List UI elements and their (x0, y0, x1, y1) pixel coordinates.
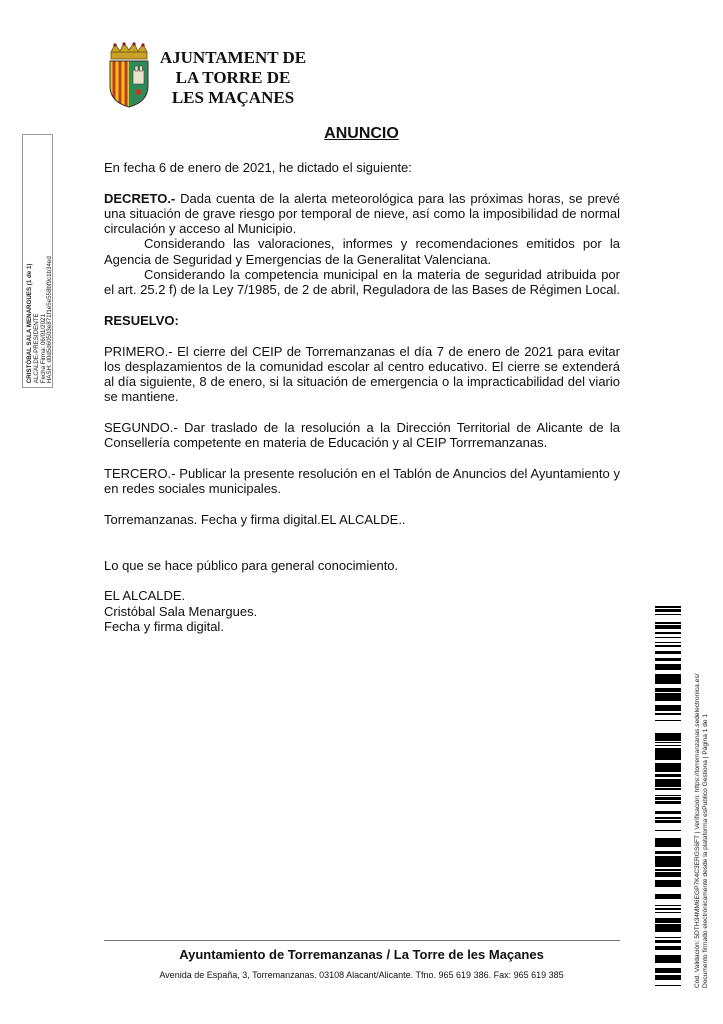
barcode-bar (655, 979, 681, 980)
barcode-bar (655, 765, 681, 768)
stamp-hash: HASH: d0d5d60503e871f1e5e558bf9c1b34ed (46, 256, 54, 383)
barcode-bar (655, 905, 681, 906)
barcode-bar (655, 978, 681, 979)
barcode-bar (655, 882, 681, 885)
barcode-bar (655, 821, 681, 823)
signature-stamp (22, 134, 53, 388)
organization-name (158, 48, 308, 108)
barcode-bar (655, 758, 681, 760)
barcode-bar (655, 688, 681, 691)
barcode-bar (655, 970, 681, 972)
verification-code: Cód. Validación: 5DTH34MM6EGP7K4C3ERGS6FT | Verificación: https://torremanzanas.sedelectronica.es/ (694, 673, 701, 988)
barcode-bar (655, 875, 681, 877)
verification-platform: Documento firmado electrónicamente desde la plataforma esPublico Gestiona | Página 1 de 1 (702, 713, 709, 988)
barcode-bar (655, 795, 681, 796)
barcode-bar (655, 750, 681, 752)
barcode-bar (655, 668, 681, 670)
barcode-bar (655, 880, 681, 882)
barcode-bar (655, 838, 681, 841)
barcode-bar (655, 920, 681, 923)
barcode-bar (655, 784, 681, 787)
intro-paragraph: En fecha 6 de enero de 2021, he dictado el siguiente: (104, 160, 412, 175)
stamp-signer: CRISTÓBAL SALA MENARGUES (1 de 1) (26, 263, 33, 383)
decreto-label: DECRETO.- (104, 190, 176, 206)
barcode-bar (655, 885, 681, 887)
barcode-bar (655, 862, 681, 863)
barcode-bar (655, 972, 681, 973)
segundo-paragraph: SEGUNDO.- Dar traslado de la resolución a la Dirección Territorial de Alicante de la Consellería competente en materia de Educación y al CEIP Torrremanzanas. (104, 420, 620, 451)
barcode-bar (655, 733, 681, 734)
footer-address: Avenida de España, 3, Torremanzanas. 03108 Alacant/Alicante. Tfno. 965 619 386. Fax: 965 619 385 (159, 970, 564, 980)
barcode-bar (655, 628, 681, 629)
barcode-bar (655, 678, 681, 681)
barcode-bar (655, 946, 681, 948)
barcode-bar (655, 841, 681, 842)
barcode-bar (655, 611, 681, 612)
tercero-paragraph: TERCERO.- Publicar la presente resolución en el Tablón de Anuncios del Ayuntamiento y en redes sociales municipales. (104, 465, 620, 497)
verification-info (694, 628, 710, 988)
barcode-bar (655, 763, 681, 765)
barcode-bar (655, 779, 681, 782)
barcode-bar (655, 908, 681, 910)
signature-name: Cristóbal Sala Menargues. (104, 603, 258, 619)
barcode-bar (655, 948, 681, 950)
barcode-bar (655, 896, 681, 899)
barcode-bar (655, 637, 681, 638)
barcode-bar (655, 705, 681, 708)
barcode-bar (655, 622, 681, 624)
barcode-bar (655, 872, 681, 875)
barcode-bar (655, 961, 681, 963)
barcode-bar (655, 713, 681, 715)
barcode-bar (655, 912, 681, 913)
barcode-bar (655, 606, 681, 608)
signature-title: EL ALCALDE. (104, 588, 186, 604)
barcode-bar (655, 752, 681, 753)
barcode-bar (655, 642, 681, 643)
barcode-bar (655, 958, 681, 961)
barcode-bar (655, 695, 681, 696)
barcode-bar (655, 651, 681, 654)
barcode-bar (655, 803, 681, 804)
resuelvo-heading: RESUELVO: (104, 312, 179, 328)
barcode-bar (655, 927, 681, 930)
barcode-bar (655, 940, 681, 943)
considerando-paragraph: Considerando la competencia municipal en la materia de seguridad atribuida por el art. 25.2 f) de la Ley 7/1985, de 2 de abril, Reguladora de las Bases de Régimen Local. (104, 267, 620, 298)
barcode-bar (655, 755, 681, 758)
coat-of-arms-logo (106, 42, 152, 108)
barcode-bar (655, 797, 681, 800)
org-line: AJUNTAMENT DE (159, 48, 307, 67)
barcode-bar (655, 788, 681, 790)
barcode-bar (655, 681, 681, 684)
barcode-bar (655, 930, 681, 932)
barcode-bar (655, 632, 681, 634)
document-title: ANUNCIO (324, 125, 399, 142)
barcode-bar (655, 851, 681, 852)
barcode-bar (655, 924, 681, 927)
barcode-bar (655, 748, 681, 750)
barcode-bar (655, 625, 681, 628)
barcode-bar (655, 698, 681, 700)
org-line: LES MAÇANES (171, 88, 295, 107)
barcode-bar (655, 664, 681, 666)
footer-divider (104, 940, 620, 941)
barcode-bar (655, 811, 681, 814)
barcode-bar (655, 674, 681, 675)
stamp-role: ALCALDE-PRESIDENTE (32, 313, 40, 383)
barcode-bar (655, 820, 681, 821)
barcode-bar (655, 918, 681, 920)
barcode-bar (655, 666, 681, 668)
decreto-paragraph (104, 191, 620, 237)
barcode-bar (655, 609, 681, 611)
considerando-paragraph: Considerando las valoraciones, informes y recomendaciones emitidos por la Agencia de Seguridad y Emergencias de la Generalitat Valenciana. (104, 236, 620, 267)
barcode-bar (655, 955, 681, 956)
org-line: LA TORRE DE (175, 68, 291, 87)
primero-paragraph: PRIMERO.- El cierre del CEIP de Torremanzanas el día 7 de enero de 2021 para evitar los desplazamientos de la comunidad escolar al centro educativo. El cierre se extenderá al día siguiente, 8 de enero, si la situación de emergencia o la impracticabilidad del viario se mantiene. (104, 343, 620, 405)
signature-note: Fecha y firma digital. (104, 618, 224, 634)
barcode-bar (655, 975, 681, 978)
barcode-bar (655, 738, 681, 741)
barcode-bar (655, 774, 681, 777)
crown-icon (111, 42, 147, 59)
barcode-bar (655, 734, 681, 736)
barcode-bar (655, 859, 681, 862)
barcode-bar (655, 830, 681, 831)
barcode-bar (655, 693, 681, 695)
barcode-bar (655, 745, 681, 746)
barcode-bar (655, 700, 681, 701)
barcode-bar (655, 614, 681, 615)
barcode-bar (655, 842, 681, 845)
footer-organization: Ayuntamiento de Torremanzanas / La Torre de les Maçanes (179, 947, 544, 962)
barcode-bar (655, 845, 681, 847)
barcode-bar (655, 753, 681, 755)
barcode-bar (655, 802, 681, 803)
barcode-bar (655, 658, 681, 661)
barcode-bar (655, 768, 681, 770)
barcode-bar (655, 801, 681, 802)
barcode-bar (655, 742, 681, 743)
barcode-icon (655, 606, 681, 988)
firma-line: Torremanzanas. Fecha y firma digital.EL ALCALDE.. (104, 511, 406, 527)
barcode-bar (655, 894, 681, 896)
barcode-bar (655, 852, 681, 854)
barcode-bar (655, 937, 681, 938)
barcode-bar (655, 675, 681, 678)
barcode-bar (655, 646, 681, 647)
document-body (104, 160, 620, 634)
barcode-bar (655, 864, 681, 867)
barcode-bar (655, 720, 681, 721)
barcode-bar (655, 691, 681, 692)
barcode-bar (655, 863, 681, 864)
shield-icon (110, 61, 148, 108)
publico-paragraph: Lo que se hace público para general conocimiento. (104, 557, 399, 573)
barcode-bar (655, 817, 681, 819)
barcode-bar (655, 968, 681, 970)
barcode-bar (655, 710, 681, 711)
barcode-bar (655, 985, 681, 986)
barcode-bar (655, 856, 681, 859)
decreto-text: Dada cuenta de la alerta meteorológica para las próximas horas, se prevé una situación de grave riesgo por temporal de nieve, así como la imposibilidad de normal circulación y acceso al Municipio. (104, 190, 620, 237)
barcode-bar (655, 869, 681, 871)
barcode-bar (655, 736, 681, 738)
barcode-bar (655, 696, 681, 698)
stamp-date: Fecha Firma: 06/01/2021 (39, 313, 47, 383)
barcode-bar (655, 782, 681, 784)
barcode-bar (655, 708, 681, 710)
barcode-bar (655, 770, 681, 772)
barcode-bar (655, 645, 681, 646)
barcode-bar (655, 956, 681, 958)
